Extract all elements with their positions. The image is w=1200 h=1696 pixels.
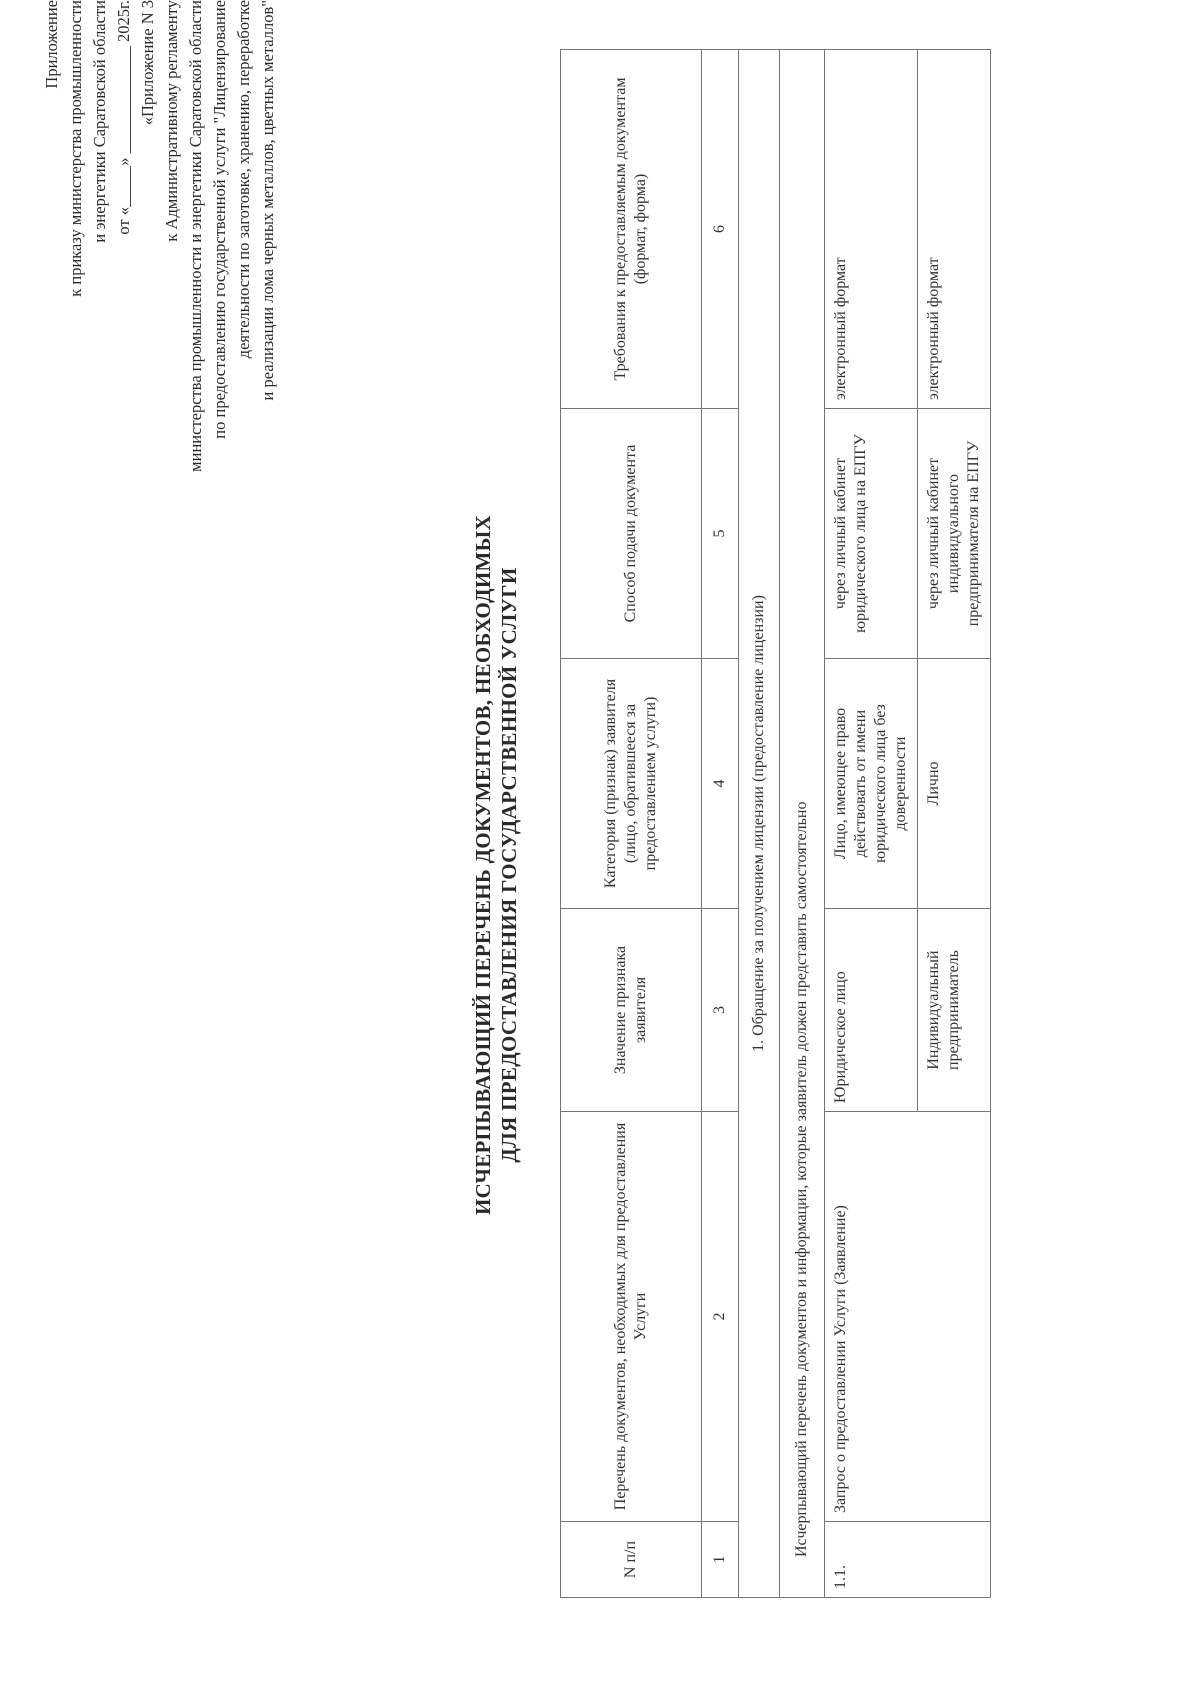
applicant-category: Лично [918, 659, 991, 909]
header-applicant-category: Категория (признак) заявителя (лицо, обратившееся за предоставлением услуги) [561, 659, 702, 909]
document-format: электронный формат [918, 50, 991, 409]
document-page [40, 0, 1160, 1600]
header-applicant-value: Значение признака заявителя [561, 909, 702, 1112]
header-documents: Перечень документов, необходимых для предоставления Услуги [561, 1112, 702, 1522]
appendix-line: к приказу министерства промышленности [66, 0, 85, 297]
column-number: 1 [702, 1522, 739, 1598]
applicant-value: Индивидуальный предприниматель [918, 909, 991, 1112]
applicant-value: Юридическое лицо [825, 909, 918, 1112]
section-row [739, 50, 780, 1598]
table-header-row [561, 50, 702, 1598]
appendix-line: от «_____» _____________ 2025г. [114, 0, 133, 235]
appendix-line: деятельности по заготовке, хранению, переработке [234, 0, 253, 359]
title-line-1: ИСЧЕРПЫВАЮЩИЙ ПЕРЕЧЕНЬ ДОКУМЕНТОВ, НЕОБХОДИМЫХ [471, 514, 495, 1216]
column-number: 2 [702, 1112, 739, 1522]
row-number: 1.1. [825, 1522, 991, 1598]
appendix-line: и энергетики Саратовской области [90, 0, 109, 243]
submission-method: через личный кабинет юридического лица на ЕПГУ [825, 409, 918, 659]
header-number: N п/п [561, 1522, 702, 1598]
documents-table [560, 49, 991, 1598]
column-number: 4 [702, 659, 739, 909]
row-document: Запрос о предоставлении Услуги (Заявление) [825, 1112, 991, 1522]
appendix-line: министерства промышленности и энергетики Саратовской области [186, 0, 205, 472]
column-number: 6 [702, 50, 739, 409]
subsection-title: Исчерпывающий перечень документов и информации, которые заявитель должен представить самостоятельно [780, 50, 825, 1598]
header-submission-method: Способ подачи документа [561, 409, 702, 659]
appendix-line: Приложение [42, 0, 61, 89]
appendix-line: к Административному регламенту [162, 0, 181, 242]
submission-method: через личный кабинет индивидуального предпринимателя на ЕПГУ [918, 409, 991, 659]
subsection-row [780, 50, 825, 1598]
title-line-2: ДЛЯ ПРЕДОСТАВЛЕНИЯ ГОСУДАРСТВЕННОЙ УСЛУГИ [497, 567, 521, 1163]
appendix-line: и реализации лома черных металлов, цветных металлов" [258, 0, 277, 401]
column-number-row [702, 50, 739, 1598]
column-number: 3 [702, 909, 739, 1112]
document-title [470, 340, 522, 1390]
appendix-line: по предоставлению государственной услуги "Лицензирование [210, 0, 229, 439]
applicant-category: Лицо, имеющее право действовать от имени юридического лица без доверенности [825, 659, 918, 909]
section-title: 1. Обращение за получением лицензии (предоставление лицензии) [739, 50, 780, 1598]
document-format: электронный формат [825, 50, 918, 409]
appendix-header [40, 0, 280, 1600]
header-requirements: Требования к предоставляемым документам (формат, форма) [561, 50, 702, 409]
table-row [825, 50, 918, 1598]
appendix-line: «Приложение N 3 [138, 0, 157, 126]
column-number: 5 [702, 409, 739, 659]
